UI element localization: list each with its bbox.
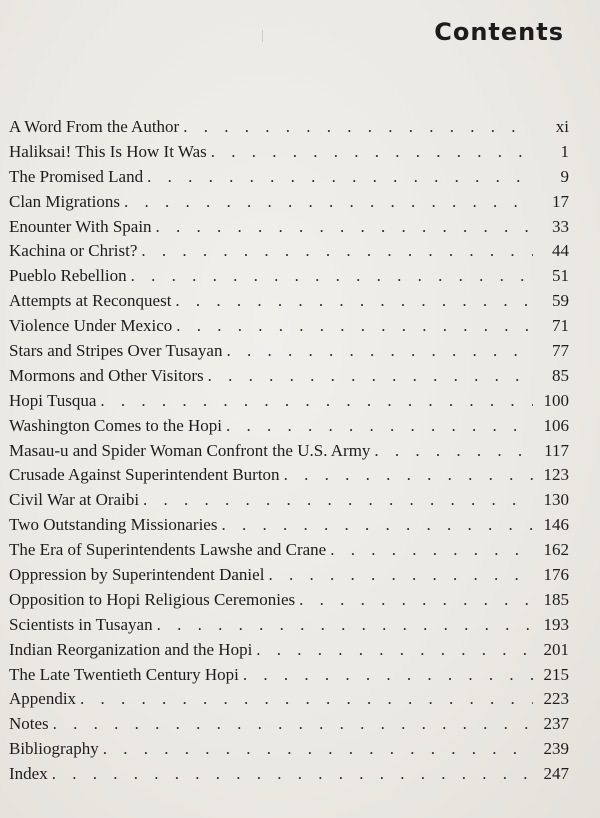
toc-entry-title: Enounter With Spain <box>9 216 152 236</box>
toc-entry-title: Washington Comes to the Hopi <box>9 415 223 435</box>
toc-entry-title: Indian Reorganization and the Hopi <box>9 639 253 659</box>
toc-entry-page: 106 <box>543 415 569 435</box>
toc-entry-page: 44 <box>552 241 569 261</box>
page-title: Contents <box>434 18 564 46</box>
toc-entry-title: Crusade Against Superintendent Burton <box>9 465 280 485</box>
toc-entry-page: 71 <box>552 316 569 336</box>
dot-leader <box>211 142 533 162</box>
toc-entry <box>9 416 569 441</box>
toc-entry-title: Civil War at Oraibi <box>9 490 140 510</box>
toc-entry <box>9 540 569 565</box>
toc-entry-page: 201 <box>543 639 569 659</box>
dot-leader <box>176 316 533 336</box>
toc-entry-page: 51 <box>552 266 569 286</box>
toc-entry <box>9 739 569 764</box>
toc-entry <box>9 665 569 690</box>
toc-entry-title: Violence Under Mexico <box>9 316 173 336</box>
dot-leader <box>299 590 533 610</box>
toc-entry-title: Haliksai! This Is How It Was <box>9 141 207 161</box>
toc-entry-page: 162 <box>543 540 569 560</box>
toc-entry-title: Hopi Tusqua <box>9 390 97 410</box>
dot-leader <box>256 640 533 660</box>
toc-entry <box>9 316 569 341</box>
dot-leader <box>330 540 533 560</box>
toc-entry-page: 77 <box>552 341 569 361</box>
toc-entry <box>9 640 569 665</box>
dot-leader <box>175 291 533 311</box>
toc-entry-title: Opposition to Hopi Religious Ceremonies <box>9 589 296 609</box>
toc-entry-title: Attempts at Reconquest <box>9 291 172 311</box>
toc-entry-page: 17 <box>552 191 569 211</box>
dot-leader <box>157 615 533 635</box>
toc-entry <box>9 217 569 242</box>
toc-entry-title: Masau-u and Spider Woman Confront the U.S. Army <box>9 440 371 460</box>
dot-leader <box>226 416 533 436</box>
table-of-contents <box>9 117 569 789</box>
toc-entry-title: The Era of Superintendents Lawshe and Crane <box>9 540 327 560</box>
toc-entry-page: 237 <box>543 714 569 734</box>
page-mark <box>262 30 263 42</box>
toc-entry <box>9 714 569 739</box>
toc-entry <box>9 391 569 416</box>
dot-leader <box>131 266 533 286</box>
dot-leader <box>103 739 533 759</box>
toc-entry <box>9 167 569 192</box>
toc-entry <box>9 490 569 515</box>
toc-entry-page: 117 <box>544 440 569 460</box>
toc-entry-page: 33 <box>552 216 569 236</box>
dot-leader <box>80 689 533 709</box>
toc-entry <box>9 366 569 391</box>
toc-entry-page: 185 <box>543 589 569 609</box>
toc-entry-page: 239 <box>543 739 569 759</box>
toc-entry-page: 215 <box>543 664 569 684</box>
toc-entry-title: Scientists in Tusayan <box>9 614 153 634</box>
dot-leader <box>208 366 533 386</box>
toc-entry-title: Appendix <box>9 689 77 709</box>
toc-entry-page: 1 <box>560 141 569 161</box>
toc-entry <box>9 565 569 590</box>
dot-leader <box>243 665 533 685</box>
dot-leader <box>156 217 533 237</box>
toc-entry-title: Notes <box>9 714 49 734</box>
dot-leader <box>183 117 533 137</box>
toc-entry-page: 123 <box>543 465 569 485</box>
toc-entry-title: Stars and Stripes Over Tusayan <box>9 341 223 361</box>
toc-entry <box>9 266 569 291</box>
toc-entry-page: xi <box>555 117 569 136</box>
toc-entry-title: Two Outstanding Missionaries <box>9 515 218 535</box>
toc-entry <box>9 764 569 789</box>
toc-entry <box>9 241 569 266</box>
dot-leader <box>141 241 533 261</box>
toc-entry <box>9 689 569 714</box>
toc-entry-page: 100 <box>543 390 569 410</box>
toc-entry <box>9 291 569 316</box>
dot-leader <box>221 515 533 535</box>
toc-entry-title: Oppression by Superintendent Daniel <box>9 565 265 585</box>
toc-entry-page: 146 <box>543 515 569 535</box>
toc-entry-page: 193 <box>543 614 569 634</box>
toc-entry-title: Clan Migrations <box>9 191 120 211</box>
toc-entry-page: 247 <box>543 764 569 784</box>
toc-entry <box>9 192 569 217</box>
dot-leader <box>374 441 533 461</box>
dot-leader <box>284 465 533 485</box>
toc-entry-title: Pueblo Rebellion <box>9 266 127 286</box>
toc-entry-page: 85 <box>552 365 569 385</box>
toc-entry-page: 9 <box>560 166 569 186</box>
toc-entry <box>9 142 569 167</box>
dot-leader <box>124 192 533 212</box>
dot-leader <box>53 714 533 734</box>
toc-entry-title: A Word From the Author <box>9 117 180 136</box>
toc-entry-title: Bibliography <box>9 739 99 759</box>
toc-entry <box>9 615 569 640</box>
toc-entry <box>9 590 569 615</box>
dot-leader <box>226 341 533 361</box>
toc-entry <box>9 465 569 490</box>
toc-entry <box>9 117 569 142</box>
toc-entry-page: 59 <box>552 291 569 311</box>
dot-leader <box>143 490 533 510</box>
toc-entry-title: The Late Twentieth Century Hopi <box>9 664 239 684</box>
toc-entry-title: Mormons and Other Visitors <box>9 365 204 385</box>
toc-entry <box>9 341 569 366</box>
toc-entry-title: Index <box>9 764 48 784</box>
toc-entry-title: Kachina or Christ? <box>9 241 138 261</box>
toc-entry-page: 223 <box>543 689 569 709</box>
dot-leader <box>100 391 533 411</box>
toc-entry-page: 176 <box>543 565 569 585</box>
toc-entry <box>9 441 569 466</box>
toc-entry <box>9 515 569 540</box>
toc-entry-title: The Promised Land <box>9 166 144 186</box>
dot-leader <box>52 764 533 784</box>
toc-entry-page: 130 <box>543 490 569 510</box>
dot-leader <box>268 565 533 585</box>
dot-leader <box>147 167 533 187</box>
